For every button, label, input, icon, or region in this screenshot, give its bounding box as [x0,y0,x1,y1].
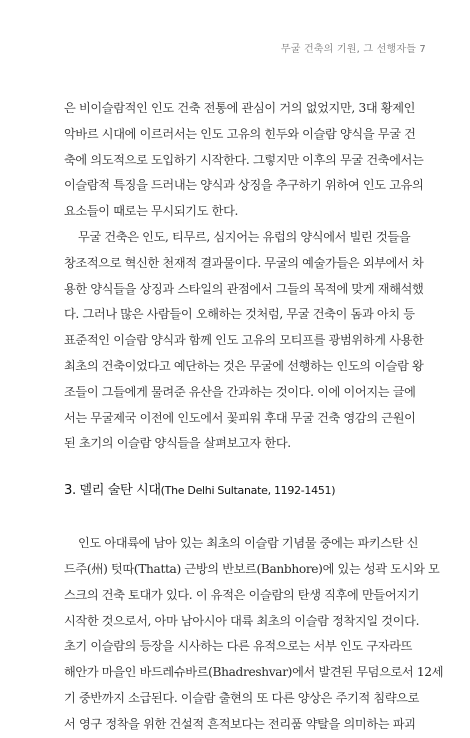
text-line: 스크의 건축 토대가 있다. 이 유적은 이슬람의 탄생 직후에 만들어지기 [64,587,420,602]
paragraph-3 [64,531,444,737]
text-line: 드주(州) 텃따(Thatta) 근방의 반보르(Banbhore)에 있는 성곽 도시와 모 [64,561,440,576]
text-line: 인도 아대륙에 남아 있는 최초의 이슬람 기념물 중에는 파키스탄 신 [78,536,419,551]
text-line: 조들이 그들에게 물려준 유산을 간과하는 것이다. 이에 이어지는 글에 [64,384,416,399]
page-body [64,96,444,738]
paragraph-1 [64,96,424,225]
text-line: 서는 무굴제국 이전에 인도에서 꽃피워 후대 무굴 건축 영감의 근원이 [64,410,416,425]
text-line: 축에 의도적으로 도입하기 시작한다. 그렇지만 이후의 무굴 건축에서는 [64,152,424,167]
section-heading-main: 3. 델리 술탄 시대 [64,483,161,499]
text-line: 시작한 것으로서, 아마 남아시아 대륙 최초의 이슬람 정착지일 것이다. [64,613,420,628]
text-line: 최초의 건축이었다고 예단하는 것은 무굴에 선행하는 인도의 이슬람 왕 [64,358,424,373]
section-heading [64,481,406,501]
section-heading-sub: (The Delhi Sultanate, 1192-1451) [160,484,336,498]
text-line: 요소들이 때로는 무시되기도 한다. [64,204,239,219]
text-line: 은 비이슬람적인 인도 건축 전통에 관심이 거의 없었지만, 3대 황제인 [64,101,416,115]
text-line: 악바르 시대에 이르러서는 인도 고유의 힌두와 이슬람 양식을 무굴 건 [64,126,416,141]
text-line: 이슬람적 특징을 드러내는 양식과 상징을 추구하기 위하여 인도 고유의 [64,178,424,193]
paragraph-2 [64,225,424,457]
text-line: 표준적인 이슬람 양식과 함께 인도 고유의 모티프를 광범위하게 사용한 [64,333,424,348]
text-line: 서 영구 정착을 위한 건설적 흔적보다는 전리품 약탈을 의미하는 파괴 [64,716,416,731]
text-line: 무굴 건축은 인도, 티무르, 심지어는 유럽의 양식에서 빌린 것들을 [78,229,411,244]
text-line: 기 중반까지 소급된다. 이슬람 출현의 또 다른 양상은 주기적 침략으로 [64,690,420,705]
text-line: 해안가 마을인 바드레슈바르(Bhadreshvar)에서 발견된 무덤으로서 12세 [64,665,444,680]
text-line: 된 초기의 이슬람 양식들을 살펴보고자 한다. [64,436,291,451]
text-line: 용한 양식들을 상징과 스타일의 관점에서 그들의 목적에 맞게 재해석했 [64,281,424,296]
text-line: 다. 그러나 많은 사람들이 오해하는 것처럼, 무굴 건축이 돔과 아치 등 [64,307,415,322]
text-line: 초기 이슬람의 등장을 시사하는 다른 유적으로는 서부 인도 구자라뜨 [64,639,413,654]
text-line: 창조적으로 혁신한 천재적 결과물이다. 무굴의 예술가들은 외부에서 차 [64,255,424,270]
running-header: 무굴 건축의 기원, 그 선행자들 7 [280,44,426,55]
